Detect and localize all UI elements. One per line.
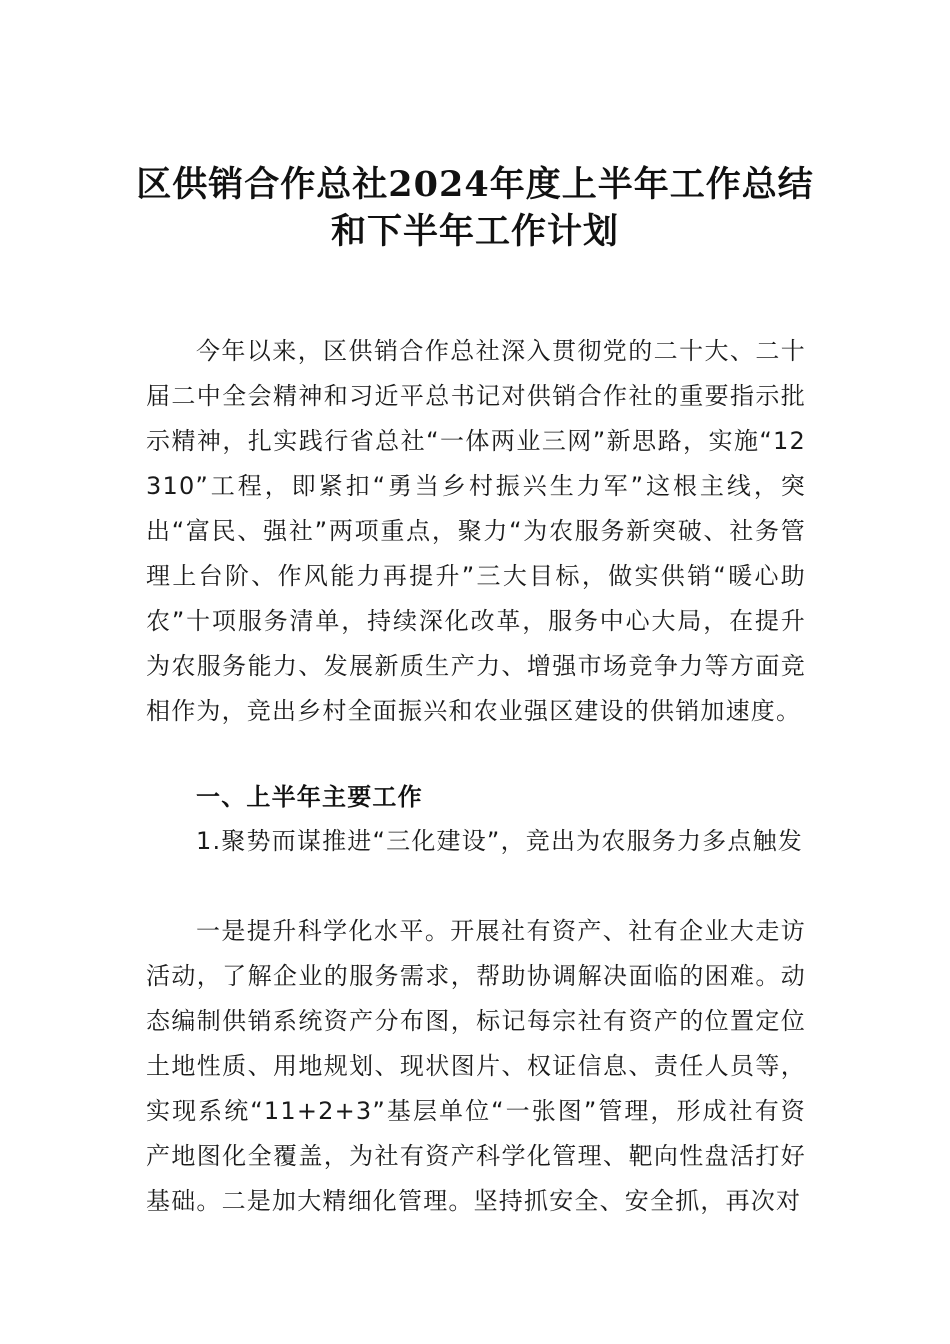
subsection-heading: 1.聚势而谋推进“三化建设”，竞出为农服务力多点触发	[196, 827, 803, 855]
intro-paragraph: 今年以来，区供销合作总社深入贯彻党的二十大、二十届二中全会精神和习近平总书记对供销合作社的重要指示批示精神，扎实践行省总社“一体两业三网”新思路，实施“12310”工程，即紧扣“勇当乡村振兴生力军”这根主线，突出“富民、强社”两项重点，聚力“为农服务新突破、社务管理上台阶、作风能力再提升”三大目标，做实供销“暖心助农”十项服务清单，持续深化改革，服务中心大局，在提升为农服务能力、发展新质生产力、增强市场竞争力等方面竞相作为，竞出乡村全面振兴和农业强区建设的供销加速度。	[146, 337, 806, 725]
body-paragraph: 一是提升科学化水平。开展社有资产、社有企业大走访活动，了解企业的服务需求，帮助协调解决面临的困难。动态编制供销系统资产分布图，标记每宗社有资产的位置定位土地性质、用地规划、现状图片、权证信息、责任人员等，实现系统“11+2+3”基层单位“一张图”管理，形成社有资产地图化全覆盖，为社有资产科学化管理、靶向性盘活打好基础。二是加大精细化管理。坚持抓安全、安全抓，再次对	[146, 917, 806, 1215]
section-heading: 一、上半年主要工作	[196, 783, 423, 811]
document-title-line-1: 区供销合作总社2024年度上半年工作总结	[136, 164, 814, 205]
document-title-line-2: 和下半年工作计划	[330, 211, 619, 252]
